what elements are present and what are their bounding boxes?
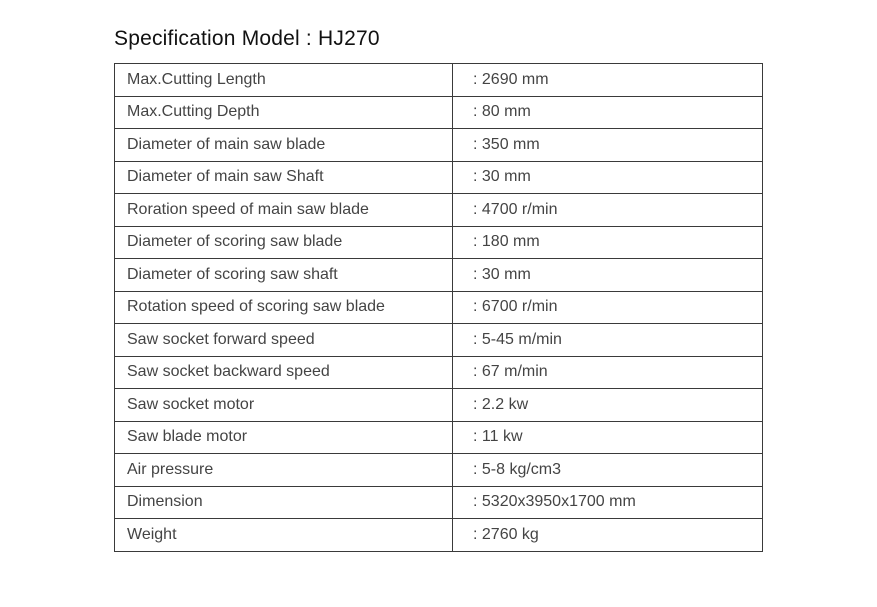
spec-value: : 5-45 m/min bbox=[453, 324, 763, 357]
spec-label: Diameter of main saw blade bbox=[115, 129, 453, 162]
spec-value: : 180 mm bbox=[453, 226, 763, 259]
spec-label: Saw socket forward speed bbox=[115, 324, 453, 357]
table-row bbox=[115, 454, 763, 487]
spec-value: : 11 kw bbox=[453, 421, 763, 454]
spec-value: : 2760 kg bbox=[453, 519, 763, 552]
spec-label: Dimension bbox=[115, 486, 453, 519]
table-row bbox=[115, 96, 763, 129]
spec-label: Air pressure bbox=[115, 454, 453, 487]
spec-label: Roration speed of main saw blade bbox=[115, 194, 453, 227]
specification-table bbox=[114, 63, 763, 552]
spec-value: : 350 mm bbox=[453, 129, 763, 162]
spec-label: Max.Cutting Depth bbox=[115, 96, 453, 129]
table-row bbox=[115, 64, 763, 97]
table-row bbox=[115, 421, 763, 454]
spec-value: : 5-8 kg/cm3 bbox=[453, 454, 763, 487]
spec-label: Saw blade motor bbox=[115, 421, 453, 454]
spec-label: Max.Cutting Length bbox=[115, 64, 453, 97]
table-row bbox=[115, 161, 763, 194]
table-row bbox=[115, 389, 763, 422]
spec-label: Rotation speed of scoring saw blade bbox=[115, 291, 453, 324]
spec-label: Diameter of scoring saw blade bbox=[115, 226, 453, 259]
table-row bbox=[115, 324, 763, 357]
table-row bbox=[115, 226, 763, 259]
table-row bbox=[115, 259, 763, 292]
table-row bbox=[115, 356, 763, 389]
table-row bbox=[115, 486, 763, 519]
spec-value: : 4700 r/min bbox=[453, 194, 763, 227]
spec-value: : 67 m/min bbox=[453, 356, 763, 389]
spec-label: Diameter of scoring saw shaft bbox=[115, 259, 453, 292]
spec-value: : 2.2 kw bbox=[453, 389, 763, 422]
spec-value: : 5320x3950x1700 mm bbox=[453, 486, 763, 519]
spec-value: : 30 mm bbox=[453, 259, 763, 292]
table-row bbox=[115, 194, 763, 227]
table-row bbox=[115, 291, 763, 324]
table-row bbox=[115, 519, 763, 552]
spec-label: Diameter of main saw Shaft bbox=[115, 161, 453, 194]
spec-value: : 6700 r/min bbox=[453, 291, 763, 324]
spec-label: Saw socket motor bbox=[115, 389, 453, 422]
spec-value: : 30 mm bbox=[453, 161, 763, 194]
spec-value: : 2690 mm bbox=[453, 64, 763, 97]
page-title: Specification Model : HJ270 bbox=[114, 27, 380, 50]
spec-label: Saw socket backward speed bbox=[115, 356, 453, 389]
specification-table-body bbox=[115, 64, 763, 552]
table-row bbox=[115, 129, 763, 162]
spec-label: Weight bbox=[115, 519, 453, 552]
spec-value: : 80 mm bbox=[453, 96, 763, 129]
